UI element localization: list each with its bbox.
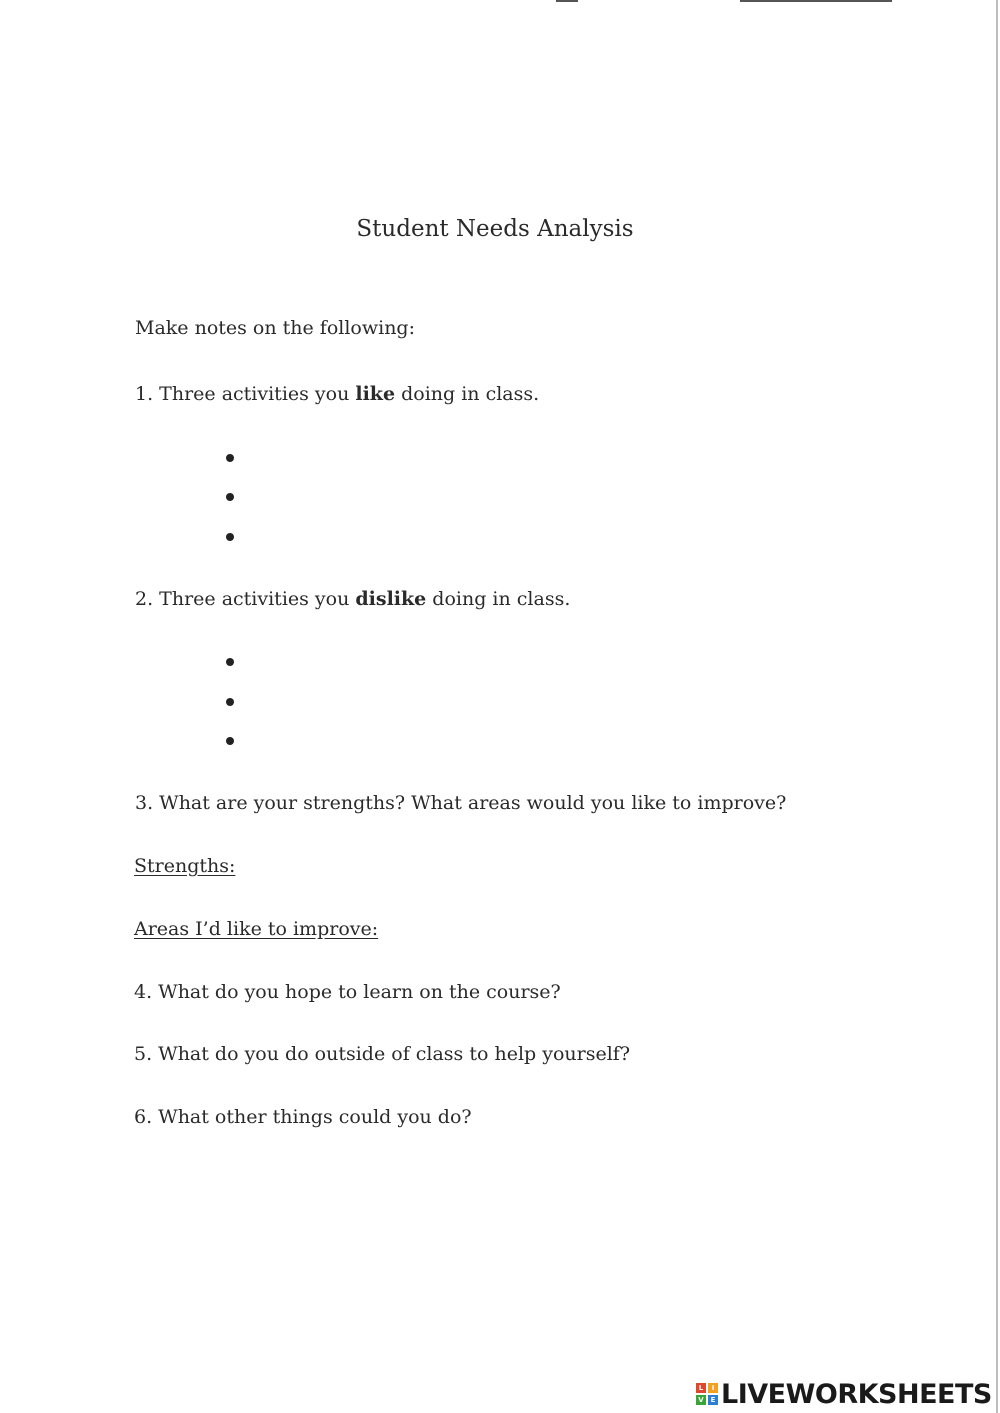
question-1-emphasis: like (355, 383, 396, 405)
page-edge (996, 0, 998, 1413)
logo-square-e: E (708, 1395, 718, 1405)
intro-text: Make notes on the following: (135, 317, 415, 339)
logo-square-l: L (696, 1383, 706, 1393)
bullet-q1-1 (226, 454, 234, 462)
question-2-post: doing in class. (426, 588, 571, 610)
strengths-label: Strengths: (134, 855, 236, 877)
question-2-emphasis: dislike (355, 588, 427, 610)
scan-mark-top-2 (740, 0, 892, 2)
question-5: 5. What do you do outside of class to help yourself? (134, 1043, 631, 1065)
question-1-post: doing in class. (395, 383, 540, 405)
logo-square-i: I (708, 1383, 718, 1393)
question-6: 6. What other things could you do? (134, 1106, 472, 1128)
question-1-pre: 1. Three activities you (135, 383, 356, 405)
liveworksheets-logo (696, 1377, 992, 1411)
logo-square-v: V (696, 1395, 706, 1405)
bullet-q2-1 (226, 658, 234, 666)
question-3: 3. What are your strengths? What areas would you like to improve? (135, 792, 787, 814)
page-title: Student Needs Analysis (356, 216, 634, 242)
logo-text: LIVEWORKSHEETS (721, 1378, 992, 1410)
question-1 (135, 383, 539, 405)
logo-squares-icon (696, 1383, 718, 1405)
question-2 (135, 588, 570, 610)
bullet-q1-3 (226, 533, 234, 541)
bullet-q2-2 (226, 698, 234, 706)
question-4: 4. What do you hope to learn on the course? (134, 981, 561, 1003)
bullet-q1-2 (226, 493, 234, 501)
question-2-pre: 2. Three activities you (135, 588, 356, 610)
bullet-q2-3 (226, 737, 234, 745)
improve-label: Areas I’d like to improve: (134, 918, 379, 940)
scan-mark-top-1 (556, 0, 578, 2)
